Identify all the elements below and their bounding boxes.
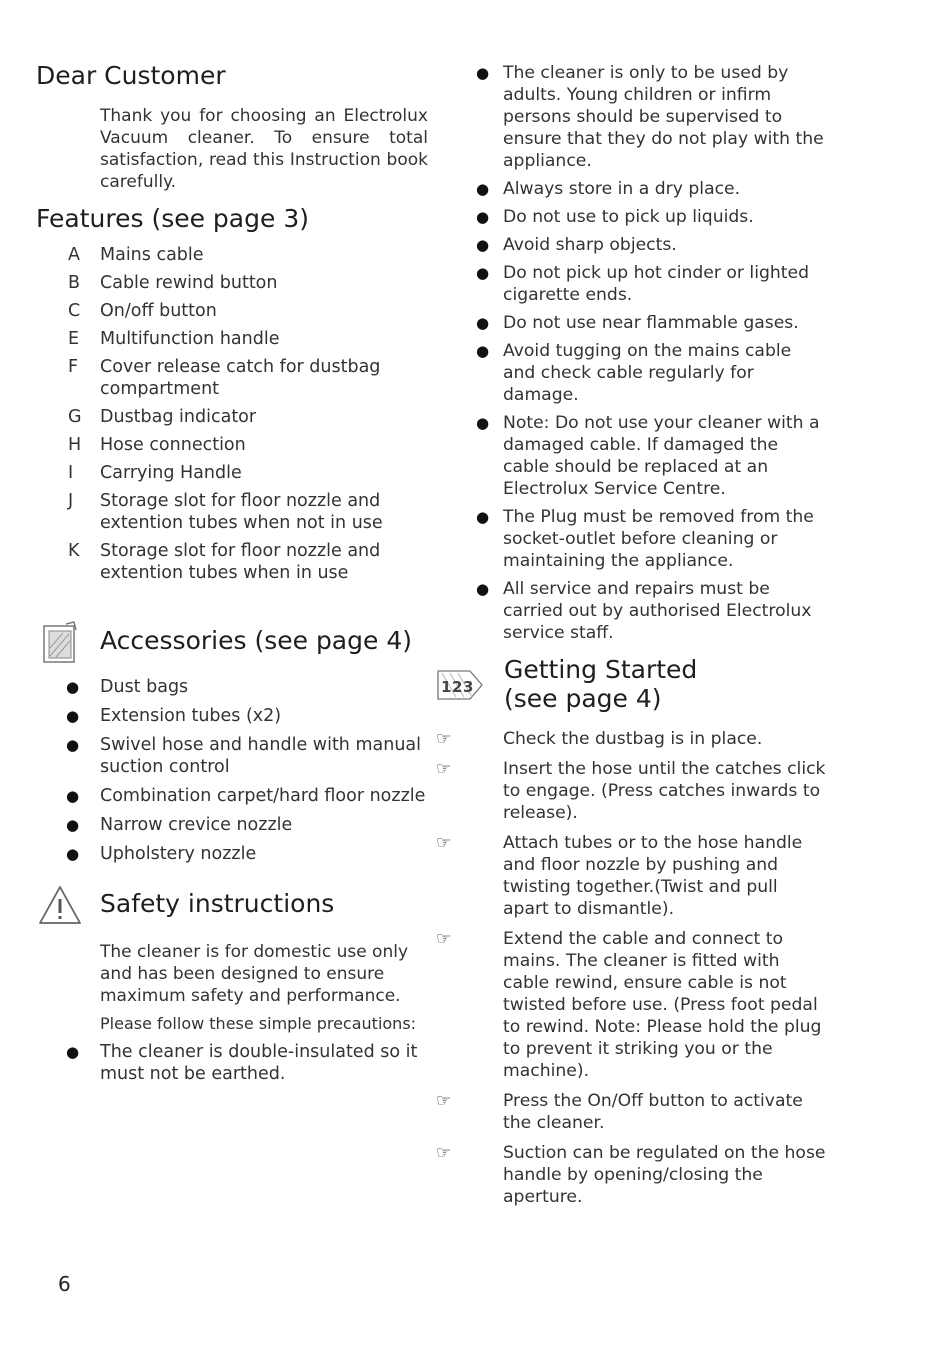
feature-letter: J	[68, 490, 74, 511]
safety-text: The cleaner is only to be used by adults. Young children or infirm persons should be supervised to ensure that they do not play with the appliance.	[503, 63, 824, 171]
bullet-icon: ●	[66, 677, 80, 696]
safety-text: Avoid tugging on the mains cable and check cable regularly for damage.	[503, 341, 792, 405]
feature-text: Hose connection	[100, 434, 246, 455]
bullet-icon: ●	[476, 236, 490, 254]
bullet-icon: ●	[476, 64, 490, 82]
safety-text: Always store in a dry place.	[503, 179, 741, 199]
feature-text: Storage slot for floor nozzle and extention tubes when in use	[100, 540, 381, 583]
safety-text: The cleaner is double-insulated so it must not be earthed.	[100, 1041, 418, 1084]
step-item	[436, 1090, 826, 1134]
safety-intro-text: The cleaner is for domestic use only and has been designed to ensure maximum safety and performance.	[100, 941, 409, 1006]
step-item	[436, 832, 826, 920]
feature-text: Cable rewind button	[100, 272, 278, 293]
right-column	[436, 62, 826, 1216]
safety-precautions-text: Please follow these simple precautions:	[100, 1013, 417, 1033]
accessories-heading: Accessories (see page 4)	[100, 626, 412, 656]
safety-text: Note: Do not use your cleaner with a damaged cable. If damaged the cable should be replaced at an Electrolux Service Centre.	[503, 413, 820, 499]
step-text: Suction can be regulated on the hose handle by opening/closing the aperture.	[503, 1142, 826, 1207]
feature-letter: C	[68, 300, 81, 321]
getting-started-heading-line1: Getting Started	[504, 655, 698, 684]
step-text: Extend the cable and connect to mains. The cleaner is fitted with cable rewind, ensure cable is not twisted before use. (Press foot pedal to rewind. Note: Please hold the plug to prevent it striking you or the machine).	[503, 928, 822, 1081]
getting-started-title	[504, 656, 697, 714]
safety-text: The Plug must be removed from the socket-outlet before cleaning or maintaining the appliance.	[503, 507, 814, 571]
feature-letter: A	[68, 244, 80, 265]
bullet-icon: ●	[476, 342, 490, 360]
pointing-hand-icon: ☞	[436, 728, 452, 749]
feature-text: Multifunction handle	[100, 328, 280, 349]
svg-text:3: 3	[463, 677, 474, 696]
feature-letter: E	[68, 328, 80, 349]
bullet-icon: ●	[66, 844, 80, 863]
safety-header	[36, 881, 428, 929]
safety-text: Avoid sharp objects.	[503, 235, 677, 255]
step-text: Press the On/Off button to activate the cleaner.	[503, 1090, 803, 1133]
accessories-header	[36, 618, 428, 666]
accessory-text: Upholstery nozzle	[100, 843, 257, 864]
feature-item	[36, 406, 428, 428]
safety-text: Do not use to pick up liquids.	[503, 207, 754, 227]
feature-item	[36, 300, 428, 322]
bullet-icon: ●	[476, 314, 490, 332]
bullet-icon: ●	[66, 1042, 80, 1061]
accessory-text: Swivel hose and handle with manual suction control	[100, 734, 421, 777]
feature-text: On/off button	[100, 300, 217, 321]
feature-text: Carrying Handle	[100, 462, 242, 483]
pointing-hand-icon: ☞	[436, 832, 452, 853]
bullet-icon: ●	[66, 706, 80, 725]
safety-item	[476, 412, 826, 500]
feature-text: Mains cable	[100, 244, 204, 265]
feature-letter: G	[68, 406, 82, 427]
feature-item	[36, 540, 428, 584]
feature-item	[36, 434, 428, 456]
accessory-item	[36, 785, 428, 807]
feature-text: Cover release catch for dustbag compartment	[100, 356, 381, 399]
feature-item	[36, 244, 428, 266]
safety-list-right	[476, 62, 826, 644]
accessory-item	[36, 843, 428, 865]
feature-letter: B	[68, 272, 81, 293]
dear-customer-heading: Dear Customer	[36, 61, 226, 90]
bullet-icon: ●	[476, 580, 490, 598]
steps-123-icon	[436, 661, 484, 709]
bullet-icon: ●	[66, 735, 80, 754]
left-column	[36, 62, 428, 1085]
feature-item	[36, 462, 428, 484]
safety-text: Do not use near flammable gases.	[503, 313, 799, 333]
safety-list-left	[36, 1041, 428, 1085]
step-item	[436, 728, 826, 750]
step-text: Insert the hose until the catches click to engage. (Press catches inwards to release).	[503, 758, 826, 823]
svg-text:1: 1	[441, 677, 452, 696]
safety-item	[476, 578, 826, 644]
feature-item	[36, 490, 428, 534]
feature-text: Storage slot for floor nozzle and extention tubes when not in use	[100, 490, 383, 533]
step-text: Attach tubes or to the hose handle and floor nozzle by pushing and twisting together.(Twist and pull apart to dismantle).	[503, 832, 803, 919]
feature-item	[36, 328, 428, 350]
accessory-item	[36, 676, 428, 698]
feature-text: Dustbag indicator	[100, 406, 257, 427]
bullet-icon: ●	[476, 180, 490, 198]
dear-customer-text: Thank you for choosing an Electrolux Vacuum cleaner. To ensure total satisfaction, read this Instruction book carefully.	[100, 105, 428, 192]
getting-started-heading-line2: (see page 4)	[504, 683, 662, 713]
accessories-list	[36, 676, 428, 865]
svg-text:2: 2	[452, 677, 463, 696]
accessory-item	[36, 705, 428, 727]
accessories-bag-icon	[36, 618, 84, 666]
safety-text: All service and repairs must be carried out by authorised Electrolux service staff.	[503, 579, 812, 643]
accessory-item	[36, 734, 428, 778]
bullet-icon: ●	[66, 786, 80, 805]
feature-letter: K	[68, 540, 80, 561]
safety-item	[476, 62, 826, 172]
feature-letter: F	[68, 356, 79, 377]
safety-item	[476, 340, 826, 406]
step-item	[436, 1142, 826, 1208]
feature-item	[36, 272, 428, 294]
features-list	[36, 244, 428, 584]
safety-heading: Safety instructions	[100, 889, 335, 919]
safety-item	[476, 206, 826, 228]
pointing-hand-icon: ☞	[436, 1142, 452, 1163]
accessory-text: Extension tubes (x2)	[100, 705, 282, 726]
getting-started-steps	[436, 728, 826, 1208]
bullet-icon: ●	[476, 414, 490, 432]
safety-item	[476, 262, 826, 306]
safety-item	[476, 234, 826, 256]
step-item	[436, 758, 826, 824]
accessory-text: Dust bags	[100, 676, 189, 697]
features-heading: Features (see page 3)	[36, 203, 309, 233]
feature-letter: H	[68, 434, 82, 455]
bullet-icon: ●	[476, 264, 490, 282]
bullet-icon: ●	[476, 508, 490, 526]
warning-triangle-icon	[36, 881, 84, 929]
bullet-icon: ●	[66, 815, 80, 834]
accessory-text: Combination carpet/hard floor nozzle	[100, 785, 426, 806]
accessory-item	[36, 814, 428, 836]
step-text: Check the dustbag is in place.	[503, 728, 763, 749]
feature-letter: I	[68, 462, 74, 483]
safety-item	[476, 178, 826, 200]
bullet-icon: ●	[476, 208, 490, 226]
pointing-hand-icon: ☞	[436, 758, 452, 779]
safety-text: Do not pick up hot cinder or lighted cigarette ends.	[503, 263, 810, 305]
safety-item	[476, 312, 826, 334]
safety-item	[476, 506, 826, 572]
step-item	[436, 928, 826, 1082]
accessory-text: Narrow crevice nozzle	[100, 814, 293, 835]
safety-item	[36, 1041, 428, 1085]
pointing-hand-icon: ☞	[436, 928, 452, 949]
pointing-hand-icon: ☞	[436, 1090, 452, 1111]
getting-started-header	[436, 656, 826, 714]
feature-item	[36, 356, 428, 400]
page-number: 6	[58, 1272, 71, 1296]
